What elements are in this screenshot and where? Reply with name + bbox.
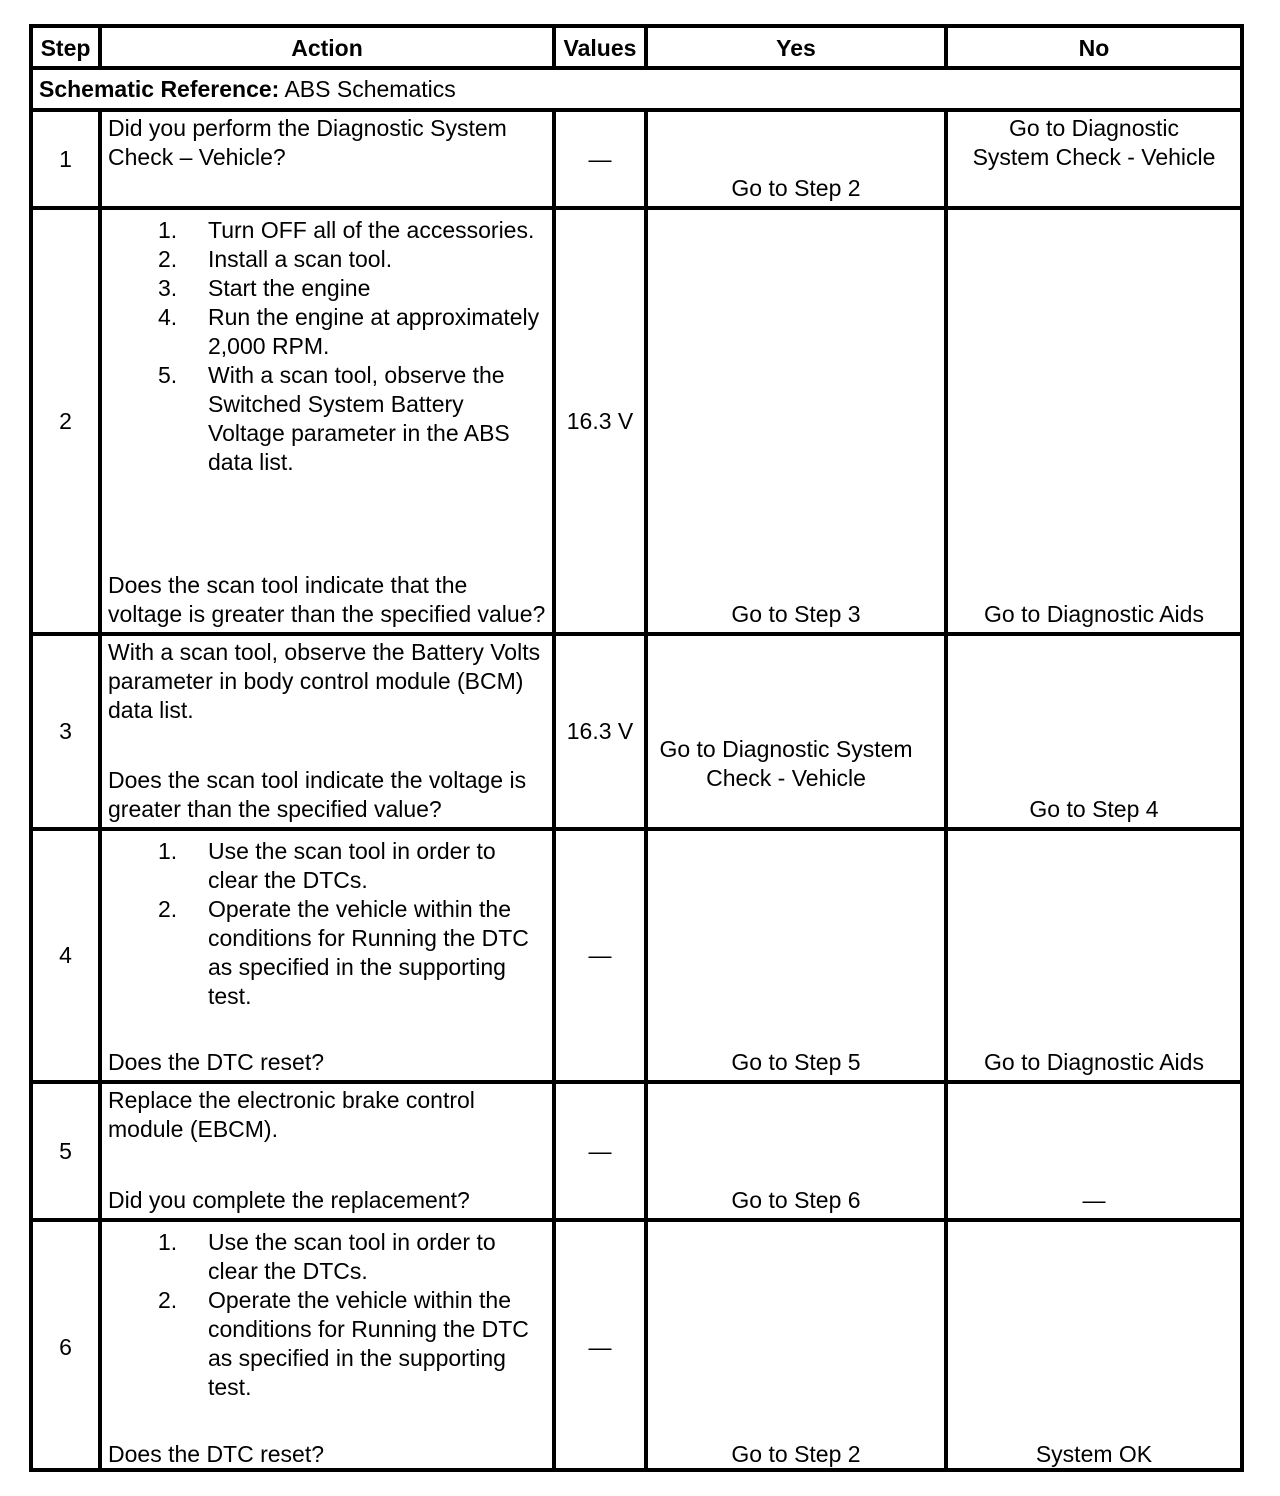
grid-line: [33, 1080, 1240, 1084]
action-cell: [102, 1084, 552, 1218]
table-row: [33, 1084, 1240, 1218]
header-step: Step: [40, 35, 91, 61]
action-instruction: Replace the electronic brake control module (EBCM).: [108, 1087, 475, 1142]
action-question: Does the scan tool indicate the voltage is greater than the specified value?: [108, 767, 527, 822]
list-item: 3. Start the engine: [158, 275, 371, 301]
grid-line: [33, 632, 1240, 636]
grid-line: [33, 108, 1240, 112]
grid-line: [552, 108, 556, 1468]
grid-line: [98, 108, 102, 1468]
no-link[interactable]: Go to Diagnostic Aids: [984, 601, 1204, 627]
grid-line: [944, 108, 948, 1468]
action-question: Does the scan tool indicate that the voltage is greater than the specified value?: [108, 572, 546, 627]
table-row: [33, 112, 1240, 206]
grid-line: [98, 28, 102, 66]
yes-cell: [648, 636, 944, 827]
header-values: Values: [563, 35, 637, 61]
grid-line: [33, 1218, 1240, 1222]
header-row: [33, 28, 1240, 66]
no-cell: [948, 831, 1240, 1080]
action-steps-list: [108, 833, 546, 1011]
action-question: Does the DTC reset?: [108, 1441, 325, 1467]
yes-cell: [648, 1084, 944, 1218]
step-number: 5: [59, 1137, 72, 1164]
step-number: 6: [59, 1333, 72, 1360]
values-cell: —: [588, 942, 612, 968]
step-number: 1: [59, 145, 72, 172]
no-cell: [948, 636, 1240, 827]
yes-cell: [648, 112, 944, 206]
step-number: 3: [59, 718, 72, 744]
grid-line: [33, 827, 1240, 831]
yes-link[interactable]: Go to Step 2: [731, 175, 861, 201]
list-item: 2. Operate the vehicle within the conditions for Running the DTC as specified in the supporting test.: [158, 1287, 529, 1400]
grid-line: [644, 28, 648, 66]
yes-cell: [648, 831, 944, 1080]
no-result: System OK: [1035, 1441, 1153, 1467]
grid-line: [33, 66, 1240, 70]
yes-link[interactable]: Go to Step 5: [731, 1049, 861, 1075]
table-row: [33, 210, 1240, 632]
no-cell: [948, 1084, 1240, 1218]
values-cell: 16.3 V: [566, 407, 634, 434]
list-item: 1. Use the scan tool in order to clear the DTCs.: [158, 838, 496, 893]
table-row: [33, 636, 1240, 827]
list-item: 2. Operate the vehicle within the conditions for Running the DTC as specified in the supporting test.: [158, 896, 529, 1009]
list-item: 2. Install a scan tool.: [158, 246, 393, 272]
yes-link[interactable]: Go to Step 3: [731, 601, 861, 627]
step-number: 4: [59, 942, 72, 968]
list-item: 5. With a scan tool, observe the Switched System Battery Voltage parameter in the ABS data list.: [158, 362, 510, 475]
step-number: 2: [59, 407, 72, 434]
no-link[interactable]: Go to Step 4: [1029, 796, 1159, 822]
grid-line: [33, 206, 1240, 210]
action-steps-list: [108, 1224, 546, 1402]
grid-line: [944, 28, 948, 66]
no-link[interactable]: Go to Diagnostic System Check - Vehicle: [972, 115, 1216, 170]
action-steps-list: [108, 212, 546, 477]
grid-line: [644, 108, 648, 1468]
values-cell: —: [588, 1137, 612, 1164]
list-item: 1. Turn OFF all of the accessories.: [158, 217, 535, 243]
action-question: Does the DTC reset?: [108, 1049, 325, 1075]
schematic-reference: [39, 70, 1234, 108]
yes-cell: [648, 210, 944, 632]
yes-link[interactable]: Go to Diagnostic System Check - Vehicle: [659, 736, 913, 791]
schematic-value: ABS Schematics: [279, 76, 456, 102]
action-question: Did you complete the replacement?: [108, 1187, 470, 1213]
no-cell: [948, 210, 1240, 632]
yes-link[interactable]: Go to Step 2: [731, 1441, 861, 1467]
header-yes: Yes: [776, 35, 816, 61]
values-cell: 16.3 V: [566, 718, 634, 744]
yes-link[interactable]: Go to Step 6: [731, 1187, 861, 1213]
action-cell: Did you perform the Diagnostic System Check – Vehicle?: [108, 115, 507, 170]
header-action: Action: [291, 35, 363, 61]
no-link[interactable]: Go to Diagnostic Aids: [984, 1049, 1204, 1075]
values-cell: —: [588, 145, 612, 172]
no-cell: [948, 1222, 1240, 1472]
action-cell: [102, 636, 552, 827]
action-cell: [102, 1222, 552, 1472]
action-cell: [102, 831, 552, 1080]
grid-line: [552, 28, 556, 66]
values-cell: —: [588, 1333, 612, 1360]
schematic-label: Schematic Reference:: [39, 76, 280, 102]
table-row: [33, 831, 1240, 1080]
schematic-row: [33, 70, 1240, 108]
action-cell: [102, 210, 552, 632]
yes-cell: [648, 1222, 944, 1472]
no-cell: [948, 112, 1240, 206]
list-item: 1. Use the scan tool in order to clear the DTCs.: [158, 1229, 496, 1284]
action-instruction: With a scan tool, observe the Battery Volts parameter in body control module (BCM) data list.: [108, 639, 541, 723]
no-value: —: [1082, 1187, 1106, 1213]
list-item: 4. Run the engine at approximately 2,000 RPM.: [158, 304, 540, 359]
diagnostic-table: [29, 24, 1244, 1472]
header-no: No: [1078, 35, 1110, 61]
table-row: [33, 1222, 1240, 1472]
